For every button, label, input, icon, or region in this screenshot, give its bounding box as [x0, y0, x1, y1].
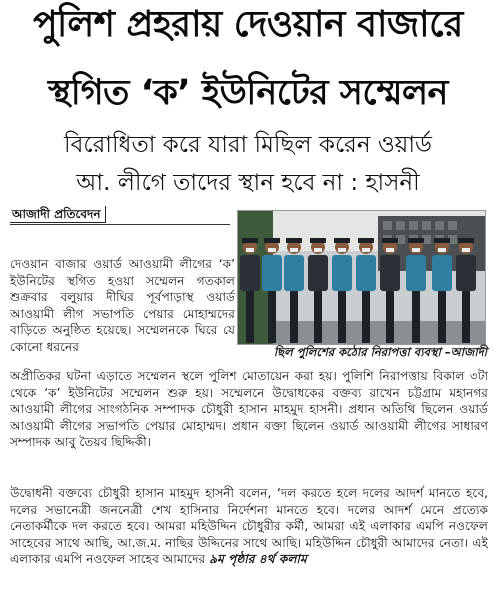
subheadline-line-2: আ. লীগে তাদের স্থান হবে না : হাসনী	[76, 170, 420, 196]
police-guard-photo	[238, 211, 485, 344]
photo-caption: ছিল পুলিশের কঠোর নিরাপত্তা ব্যবস্থা –আজাদী	[273, 345, 487, 359]
byline-divider	[10, 224, 230, 225]
article-paragraph-2	[10, 485, 488, 568]
article-paragraph-1-continued: অপ্রীতিকর ঘটনা এড়াতে সম্মেলন স্থলে পুলিশ মোতায়েন করা হয়। পুলিশি নিরাপত্তায় বিকাল ৩টা থেকে ‘ক’ ইউনিটের সম্মেলন শুরু হয়। সম্মেলনে উদ্বোধকের বক্তব্য রাখেন চট্টগ্রাম মহানগর আওয়ামী লীগের সাংগঠনিক সম্পাদক চৌধুরী হাসান মাহমুদ হাসনী। প্রধান অতিথি ছিলেন ওয়ার্ড আওয়ামী লীগের সভাপতি পেয়ার মোহাম্মদ। প্রধান বক্তা ছিলেন ওয়ার্ড আওয়ামী লীগের সাধারণ সম্পাদক আবু তৈয়ব ছিদ্দিকী।	[10, 369, 488, 450]
continued-on-page-link[interactable]: ৯ম পৃষ্ঠার ৪র্থ কলাম	[209, 552, 307, 567]
byline: আজাদী প্রতিবেদন	[10, 206, 106, 223]
subheadline-line-1: বিরোধিতা করে যারা মিছিল করেন ওয়ার্ড	[64, 132, 432, 158]
headline-line-1: পুলিশ প্রহরায় দেওয়ান বাজারে	[33, 4, 463, 45]
news-photo	[237, 210, 486, 345]
article-paragraph-1: দেওয়ান বাজার ওয়ার্ড আওয়ামী লীগের ‘ক’ ইউনিটের স্থগিত হওয়া সম্মেলন গতকাল শুক্রবার বলুয়ার দীঘির পূর্বপাড়াস্থ ওয়ার্ড আওয়ামী লীগ সভাপতি পেয়ার মোহাম্মদের বাড়িতে অনুষ্ঠিত হয়েছে। সম্মেলনকে ঘিরে যে কোনো ধরনের	[10, 257, 235, 354]
headline-line-2: স্থগিত ‘ক’ ইউনিটের সম্মেলন	[48, 73, 448, 113]
article-paragraph-2-text: উদ্বোধনী বক্তব্যে চৌধুরী হাসান মাহমুদ হাসনী বলেন, ‘দল করতে হলে দলের আদর্শ মানতে হবে, দলের সভানেত্রী জননেত্রী শেখ হাসিনার নির্দেশনা মানতে হবে। দলের আদর্শ মেনে প্রত্যেক নেতাকর্মীকে দল করতে হবে। আমরা মহিউদ্দিন চৌধুরীর কর্মী, আমরা এই এলাকার এমপি নওফেল সাহেবের সাথে আছি, আ.জ.ম. নাছির উদ্দিনের সাথে আছি। মহিউদ্দিন চৌধুরী আমাদের নেতা। এই এলাকার এমপি নওফেল সাহেব আমাদের	[10, 486, 488, 567]
